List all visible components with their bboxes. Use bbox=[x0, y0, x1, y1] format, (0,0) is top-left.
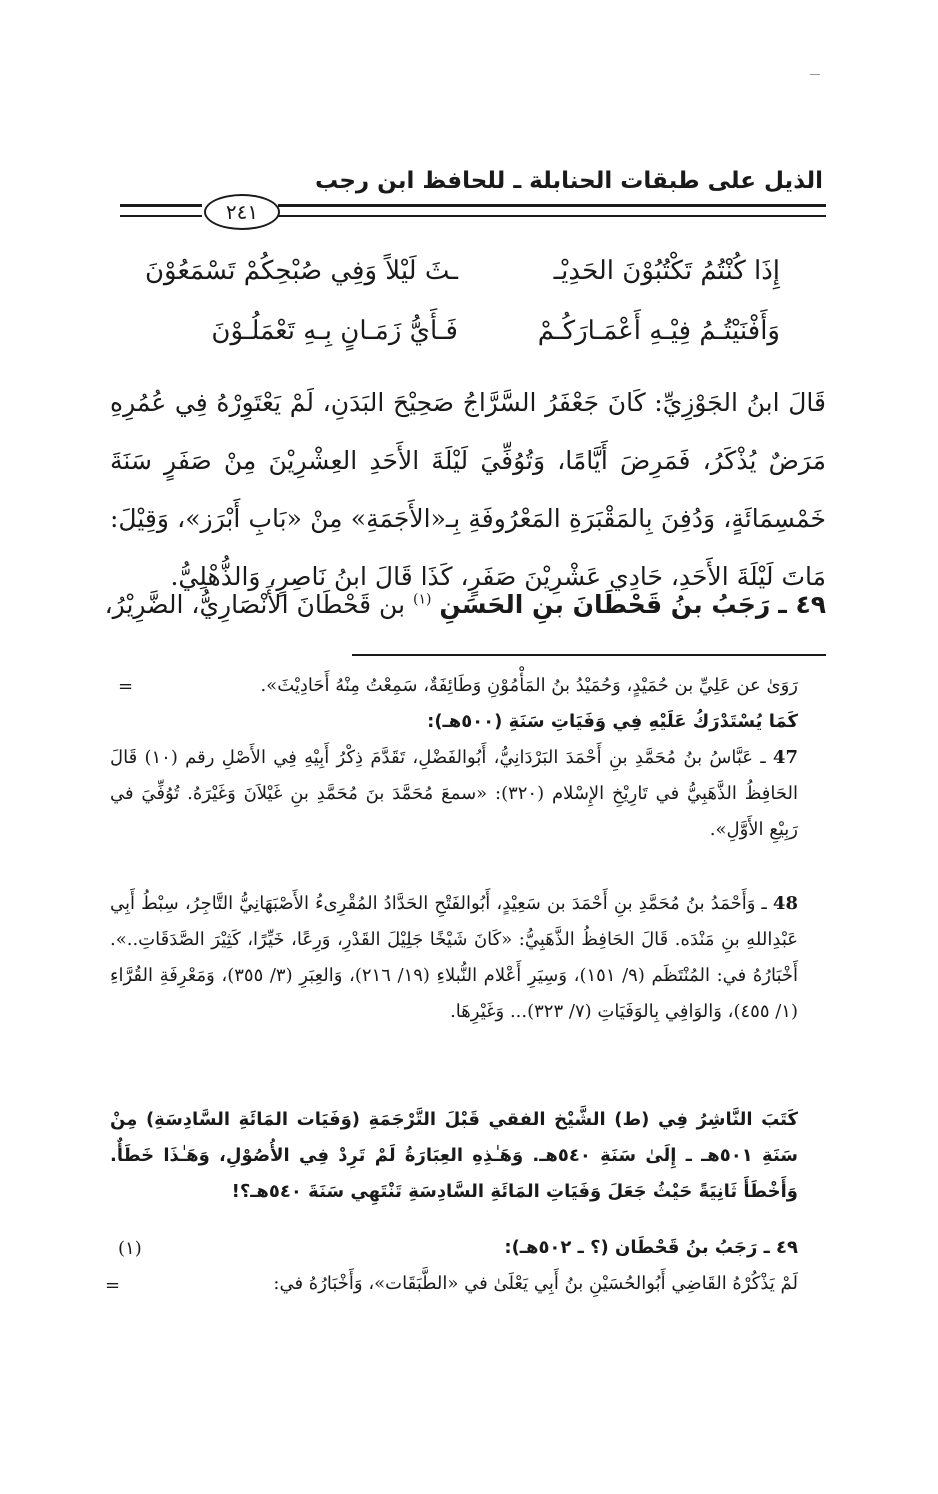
entry-number: ٤٩ ـ bbox=[778, 590, 826, 619]
footnote-reference[interactable]: (١) bbox=[413, 591, 432, 608]
footnote-continuation bbox=[110, 668, 798, 740]
footnote-line-1: رَوَىٰ عن عَلِيِّ بن حُمَيْدٍ، وَحُمَيْدُ بنُ المَأْمُوْنِ وَطَائِفَةٌ، سَمِعْتُ مِنْهُ أَحَادِيْثَ». bbox=[260, 675, 798, 696]
entry-name: رَجَبُ بنُ قَحْطَانَ بنِ الحَسَنِ bbox=[439, 590, 771, 619]
publisher-note-text: كَتَبَ النَّاشِرُ فِي (ط) الشَّيْخ الفقي قَبْلَ التَّرْجَمَةِ (وَفَيَات المَائَةِ السَّادِسَةِ) مِنْ سَنَةِ ٥٠١هـ ـ إِلَىٰ سَنَةِ ٥٤٠هـ. وَهَـٰذِهِ العِبَارَةُ لَمْ تَرِدْ فِي الأُصُوْلِ، وَهَـٰذَا خَطَأٌ. وَأَخْطَأَ ثَانِيَةً حَيْثُ جَعَلَ وَفَيَاتِ المَائَةِ السَّادِسَةِ تَنْتَهِي سَنَةَ ٥٤٠هـ؟! bbox=[110, 1109, 798, 1202]
verse-1-second-hemistich: ـثَ لَيْلاً وَفِي صُبْحِكُمْ تَسْمَعُوْنَ bbox=[144, 256, 458, 286]
entry-49-heading bbox=[104, 590, 826, 619]
entry-48-text: ـ وَأَحْمَدُ بنُ مُحَمَّدِ بنِ أَحْمَدَ بن سَعِيْدٍ، أَبُوالفَتْحِ الحَدَّادُ المُقْرِىءُ الأَصْبَهَانِيُّ التَّاجِرُ، سِبْطُ أَبِي عَبْدِاللهِ بنِ مَنْدَه. قَالَ الحَافِظُ الذَّهَبِيُّ: «كَانَ شَيْخًا جَلِيْلَ القَدْرِ، وَرِعًا، خَيِّرًا، كَثِيْرَ الصَّدَقَاتِ..». أَخْبَارُهُ في: المُنْتَظَم (٩/ ١٥١)، وَسِيَرِ أَعْلام النُّبلاءِ (١٩/ ٢١٦)، وَالعِبَرِ (٣/ ٣٥٥)، وَمَعْرِفَةِ القُرَّاءِ (١/ ٤٥٥)، وَالوَافِي بِالوَفَيَاتِ (٧/ ٣٢٣)... وَغَيْرِهَا. bbox=[110, 893, 799, 1022]
footnote-1-number: (١) bbox=[118, 1238, 142, 1259]
scan-mark bbox=[810, 74, 820, 75]
verse-1-first-hemistich: إِذَا كُنْتُمُ تَكْتُبُوْنَ الحَدِيْـ bbox=[553, 256, 780, 286]
footnote-separator bbox=[352, 654, 826, 656]
header-rule-left bbox=[120, 204, 202, 217]
footnote-1-text: لَمْ يَذْكُرْهُ القَاضِي أَبُوالحُسَيْنِ بنُ أَبِي يَعْلَىٰ في «الطَّبَقَات»، وَأَخْبَارُهُ في: bbox=[273, 1273, 798, 1294]
main-paragraph bbox=[110, 374, 826, 606]
continuation-mark: = bbox=[118, 676, 134, 697]
footnote-1-title: ٤٩ ـ رَجَبُ بنُ قَحْطَان (؟ ـ ٥٠٢هـ): bbox=[504, 1237, 798, 1258]
footnote-entry-47 bbox=[110, 740, 798, 848]
footnote-entry-48 bbox=[110, 886, 798, 1030]
footnote-1 bbox=[150, 1230, 798, 1302]
verse-2-second-hemistich: فَـأَيُّ زَمَـانٍ بِـهِ تَعْمَلُـوْنَ bbox=[211, 316, 458, 346]
ibn-jawzi-paragraph: قَالَ ابنُ الجَوْزِيِّ: كَانَ جَعْفَرُ السَّرَّاجُ صَحِيْحَ البَدَنِ، لَمْ يَعْتَوِرْهُ فِي عُمُرِهِ مَرَضٌ يُذْكَرُ، فَمَرِضَ أَيَّامًا، وَتُوُفِّيَ لَيْلَةَ الأَحَدِ العِشْرِيْنَ مِنْ صَفَرٍ سَنَةَ خَمْسِمَائَةٍ، وَدُفِنَ بِالمَقْبَرَةِ المَعْرُوفَةِ بِـ«الأَجَمَةِ» مِنْ «بَابِ أَبْرَز»، وَقِيْلَ: مَاتَ لَيْلَةَ الأَحَدِ، حَادِي عَشْرِيْنَ صَفَرٍ، كَذَا قَالَ ابنُ نَاصِرٍ، وَالذُّهْلِيُّ. bbox=[110, 388, 826, 591]
footnote-line-2: كَمَا يُسْتَدْرَكُ عَلَيْهِ فِي وَفَيَاتِ سَنَةِ (٥٠٠هـ): bbox=[427, 711, 798, 732]
verse-2-first-hemistich: وَأَفْنَيْتُـمُ فِيْـهِ أَعْمَـارَكُـمْ bbox=[537, 316, 780, 346]
entry-47-text: ـ عَبَّاسُ بنُ مُحَمَّدِ بنِ أَحْمَدَ البَرْدَانِيُّ، أَبُوالفَضْلِ، تَقَدَّمَ ذِكْرُ أَبِيْهِ فِي الأَصْلِ رقم (١٠) قَالَ الحَافِظُ الذَّهَبِيُّ في تَارِيْخِ الإِسْلام (٣٢٠): «سمعَ مُحَمَّدَ بنَ مُحَمَّدِ بنِ غَيْلاَنَ وَغَيْرَهُ. تُوُفِّيَ في رَبِيْعِ الأَوَّلِ». bbox=[110, 747, 798, 840]
running-title: الذيل على طبقات الحنابلة ـ للحافظ ابن رجب bbox=[314, 168, 823, 194]
entry-48-number: 48 bbox=[772, 893, 798, 914]
continuation-end-mark: = bbox=[105, 1275, 121, 1296]
page-number: ٢٤١ bbox=[204, 194, 280, 230]
header-rule-right bbox=[278, 204, 826, 217]
publisher-note bbox=[110, 1102, 798, 1210]
entry-name-rest: بن قَحْطَانَ الأَنْصَارِيُّ، الضَّرِيْرُ، bbox=[104, 590, 406, 619]
entry-47-number: 47 bbox=[772, 747, 798, 768]
